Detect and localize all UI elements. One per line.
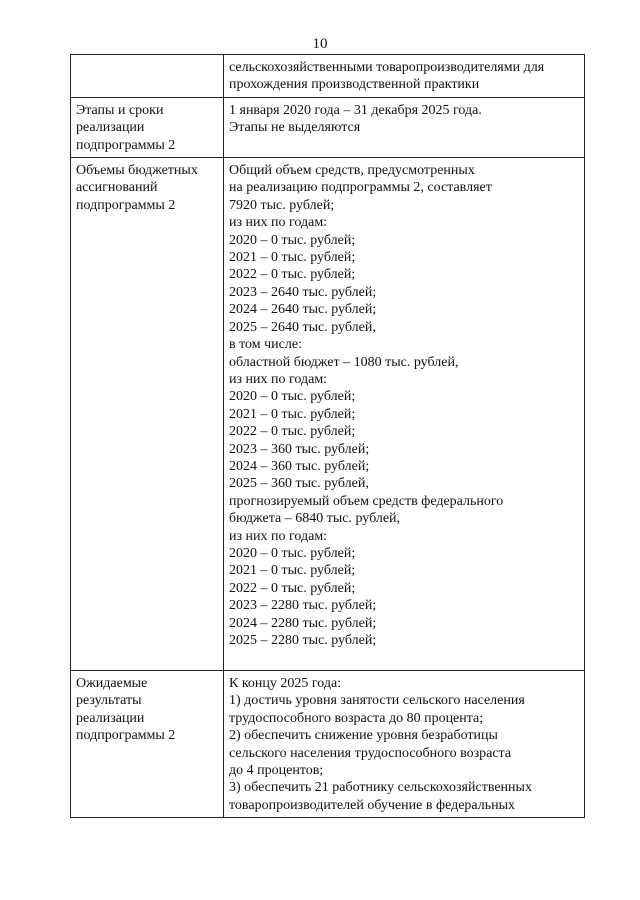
text-line: 2023 – 2280 тыс. рублей;: [229, 598, 377, 614]
text-line: 2023 – 360 тыс. рублей;: [229, 441, 370, 457]
text-line: из них по годам:: [229, 215, 328, 231]
text-line: 2023 – 2640 тыс. рублей;: [229, 284, 377, 300]
text-line: реализации: [76, 120, 145, 136]
text-line: 2020 – 0 тыс. рублей;: [229, 389, 356, 405]
table-row: [71, 55, 585, 98]
text-line: 2020 – 0 тыс. рублей;: [229, 232, 356, 248]
text-line: 2020 – 0 тыс. рублей;: [229, 545, 356, 561]
text-line: сельского населения трудоспособного возраста: [229, 745, 512, 761]
text-line: товаропроизводителей обучение в федеральных: [229, 797, 516, 813]
row-value-cell: [224, 671, 585, 818]
text-line: Ожидаемые: [76, 676, 148, 692]
text-line: сельскохозяйственными товаропроизводителями для: [229, 60, 545, 75]
text-line: трудоспособного возраста до 80 процента;: [229, 710, 484, 726]
text-line: 3) обеспечить 21 работнику сельскохозяйственных: [229, 780, 532, 796]
row-value-cell: [224, 55, 585, 98]
text-line: 2021 – 0 тыс. рублей;: [229, 250, 356, 266]
text-line: на реализацию подпрограммы 2, составляет: [229, 180, 492, 196]
row-value-cell: [224, 158, 585, 671]
text-line: 2021 – 0 тыс. рублей;: [229, 406, 356, 422]
text-line: результаты: [76, 693, 142, 709]
text-line: прогнозируемый объем средств федерального: [229, 493, 504, 509]
text-line: 2025 – 2640 тыс. рублей,: [229, 319, 376, 335]
text-line: бюджета – 6840 тыс. рублей,: [229, 511, 401, 527]
text-line: 2022 – 0 тыс. рублей;: [229, 580, 356, 596]
program-passport-table: [70, 54, 585, 818]
text-line: Объемы бюджетных: [76, 163, 198, 179]
text-line: 2024 – 2640 тыс. рублей;: [229, 302, 377, 318]
page-number: 10: [312, 36, 328, 52]
text-line: в том числе:: [229, 337, 302, 353]
text-line: 1 января 2020 года – 31 декабря 2025 года.: [229, 102, 482, 118]
text-line: реализации: [76, 710, 145, 726]
text-line: до 4 процентов;: [229, 763, 324, 779]
text-line: из них по годам:: [229, 528, 328, 544]
text-line: 2) обеспечить снижение уровня безработицы: [229, 728, 498, 744]
text-line: 2021 – 0 тыс. рублей;: [229, 563, 356, 579]
text-line: подпрограммы 2: [76, 197, 176, 213]
text-line: 2024 – 2280 тыс. рублей;: [229, 615, 377, 631]
text-line: 2025 – 360 тыс. рублей,: [229, 476, 369, 492]
text-line: областной бюджет – 1080 тыс. рублей,: [229, 354, 459, 370]
row-label-cell: [71, 671, 224, 818]
text-line: Общий объем средств, предусмотренных: [229, 163, 475, 179]
text-line: из них по годам:: [229, 371, 328, 387]
text-line: 2024 – 360 тыс. рублей;: [229, 458, 370, 474]
text-line: подпрограммы 2: [76, 728, 176, 744]
text-line: Этапы и сроки: [76, 102, 164, 118]
text-line: подпрограммы 2: [76, 137, 176, 153]
row-label-cell: [71, 55, 224, 98]
table-row: [71, 671, 585, 818]
text-line: 2022 – 0 тыс. рублей;: [229, 267, 356, 283]
text-line: 2022 – 0 тыс. рублей;: [229, 424, 356, 440]
table-row: [71, 158, 585, 671]
row-label-cell: [71, 97, 224, 157]
text-line: прохождения производственной практики: [229, 77, 480, 93]
text-line: ассигнований: [76, 180, 158, 196]
row-label-cell: [71, 158, 224, 671]
row-value-cell: [224, 97, 585, 157]
table-row: [71, 97, 585, 157]
text-line: 1) достичь уровня занятости сельского населения: [229, 693, 525, 709]
text-line: К концу 2025 года:: [229, 676, 342, 692]
text-line: 2025 – 2280 тыс. рублей;: [229, 633, 377, 648]
text-line: Этапы не выделяются: [229, 120, 361, 136]
text-line: 7920 тыс. рублей;: [229, 197, 335, 213]
